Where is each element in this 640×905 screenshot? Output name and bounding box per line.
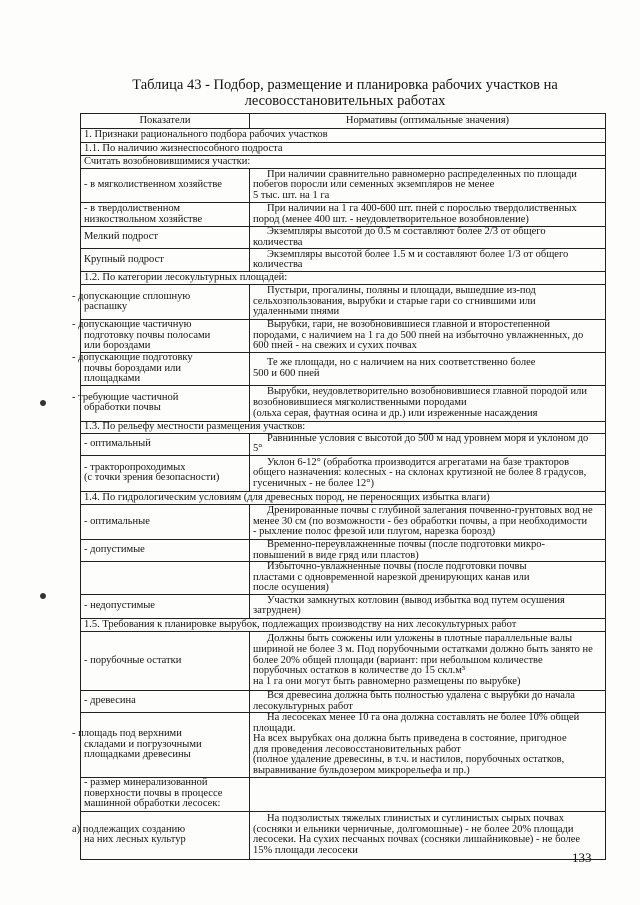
indicator-cell: - древесина xyxy=(81,690,250,712)
indicator-cell: - площадь под верхними складами и погрузочными площадками древесины xyxy=(81,713,250,778)
norm-cell: Вырубки, гари, не возобновившиеся главной и второстепенной породами, с наличием на 1 га до 500 пней на избыточно увлажненных, до 600 пней - на свежих и сухих почвах xyxy=(250,320,606,353)
table-row xyxy=(81,320,606,353)
table-row xyxy=(81,421,606,433)
indicator-cell: - допустимые xyxy=(81,539,250,561)
indicator-cell: Мелкий подрост xyxy=(81,227,250,249)
section-heading-cell: 1.1. По наличию жизнеспособного подроста xyxy=(81,143,606,156)
table-row xyxy=(81,272,606,285)
section-heading-cell: 1.2. По категории лесокультурных площадей: xyxy=(81,272,606,285)
table-row xyxy=(81,352,606,385)
norm-cell: Экземпляры высотой более 1.5 м и составляют более 1/3 от общего количества xyxy=(250,249,606,272)
table-row xyxy=(81,562,606,595)
section-heading-cell: 1. Признаки рационального подбора рабочих участков xyxy=(81,129,606,143)
norm-cell: Те же площади, но с наличием на них соответственно более 500 и 600 пней xyxy=(250,352,606,385)
column-header-norm: Нормативы (оптимальные значения) xyxy=(250,114,606,129)
table-row xyxy=(81,156,606,169)
table-row xyxy=(81,143,606,156)
norm-cell: Равнинные условия с высотой до 500 м над уровнем моря и уклоном до 5° xyxy=(250,433,606,455)
indicator-cell: - тракторопроходимых (с точки зрения безопасности) xyxy=(81,455,250,491)
norm-cell: Пустыри, прогалины, поляны и площади, вышедшие из-под сельхозпользования, вырубки и старые гари со сгнившими или удаленными пнями xyxy=(250,285,606,320)
norm-cell: Должны быть сожжены или уложены в плотные параллельные валы шириной не более 3 м. Под порубочными остатками должно быть занято не более 20% общей площади (вариант: при небольшом количестве порубочных остатков в количестве до 15 скл.м³ на 1 га они могут быть равномерно размещены по вырубке) xyxy=(250,631,606,690)
indicator-cell: - недопустимые xyxy=(81,594,250,618)
indicator-cell: - допускающие сплошную распашку xyxy=(81,285,250,320)
norm-cell xyxy=(250,777,606,811)
table-row xyxy=(81,203,606,227)
table-row xyxy=(81,631,606,690)
table-row xyxy=(81,129,606,143)
norm-cell: Избыточно-увлажненные почвы (после подготовки почвы пластами с одновременной нарезкой дренирующих канав или после осушения) xyxy=(250,562,606,595)
table-row xyxy=(81,285,606,320)
table-row xyxy=(81,385,606,421)
table-row xyxy=(81,690,606,712)
norm-cell: Уклон 6-12° (обработка производится агрегатами на базе тракторов общего назначения: колесных - на склонах крутизной не более 8 градусов, гусеничных - не более 12°) xyxy=(250,455,606,491)
section-heading-cell: Считать возобновившимися участки: xyxy=(81,156,606,169)
indicator-cell: - в твердолиственном низкоствольном хозяйстве xyxy=(81,203,250,227)
table-row xyxy=(81,504,606,539)
indicator-cell: - в мягколиственном хозяйстве xyxy=(81,169,250,203)
punch-hole-mark xyxy=(40,400,46,406)
norm-cell: На лесосеках менее 10 га она должна составлять не более 10% общей площади. На всех вырубках она должна быть приведена в состояние, пригодное для проведения лесовосстановительных работ (полное удаление древесины, в т.ч. и настилов, порубочных остатков, выравнивание бульдозером микрорельефа и пр.) xyxy=(250,713,606,778)
norm-cell: При наличии сравнительно равномерно распределенных по площади побегов поросли или семенных экземпляров не менее 5 тыс. шт. на 1 га xyxy=(250,169,606,203)
norm-cell: Экземпляры высотой до 0.5 м составляют более 2/3 от общего количества xyxy=(250,227,606,249)
norm-cell: Вырубки, неудовлетворительно возобновившиеся главной породой или возобновившиеся мягколиственными породами (ольха серая, фаутная осина и др.) или изреженные насаждения xyxy=(250,385,606,421)
norm-cell: Дренированные почвы с глубиной залегания почвенно-грунтовых вод не менее 30 см (по возможности - без обработки почвы, а при необходимости - рыхление полос фрезой или плугом, нарезка борозд) xyxy=(250,504,606,539)
norm-cell: Временно-переувлажненные почвы (после подготовки микро- повышений в виде гряд или пластов) xyxy=(250,539,606,561)
norm-cell: Участки замкнутых котловин (вывод избытка вод путем осушения затруднен) xyxy=(250,594,606,618)
table-row xyxy=(81,811,606,859)
table-row xyxy=(81,433,606,455)
section-heading-cell: 1.4. По гидрологическим условиям (для древесных пород, не переносящих избытка влаги) xyxy=(81,491,606,504)
indicator-cell: - требующие частичной обработки почвы xyxy=(81,385,250,421)
norm-cell: При наличии на 1 га 400-600 шт. пней с порослью твердолиственных пород (менее 400 шт. - неудовлетворительное возобновление) xyxy=(250,203,606,227)
page-title: Таблица 43 - Подбор, размещение и планировка рабочих участков на лесовосстановительных работах xyxy=(132,77,558,109)
table-header-row xyxy=(81,114,606,129)
indicator-cell: а) подлежащих созданию на них лесных культур xyxy=(81,811,250,859)
table-row xyxy=(81,777,606,811)
table-row xyxy=(81,249,606,272)
indicator-cell xyxy=(81,562,250,595)
norms-table xyxy=(72,113,606,860)
table-row xyxy=(81,455,606,491)
indicator-cell: - допускающие частичную подготовку почвы полосами или бороздами xyxy=(81,320,250,353)
table-row xyxy=(81,713,606,778)
indicator-cell: - допускающие подготовку почвы бороздами или площадками xyxy=(81,352,250,385)
indicator-cell: - оптимальный xyxy=(81,433,250,455)
indicator-cell: - оптимальные xyxy=(81,504,250,539)
indicator-cell: Крупный подрост xyxy=(81,249,250,272)
indicator-cell: - порубочные остатки xyxy=(81,631,250,690)
page-number: 133 xyxy=(572,850,592,865)
table-row xyxy=(81,618,606,631)
norm-cell: Вся древесина должна быть полностью удалена с вырубки до начала лесокультурных работ xyxy=(250,690,606,712)
table-row xyxy=(81,491,606,504)
section-heading-cell: 1.5. Требования к планировке вырубок, подлежащих производству на них лесокультурных работ xyxy=(81,618,606,631)
table-row xyxy=(81,594,606,618)
table-row xyxy=(81,539,606,561)
column-header-indicator: Показатели xyxy=(81,114,250,129)
table-row xyxy=(81,169,606,203)
section-heading-cell: 1.3. По рельефу местности размещения участков: xyxy=(81,421,606,433)
norm-cell: На подзолистых тяжелых глинистых и суглинистых сырых почвах (сосняки и ельники черничные, долгомошные) - не более 20% площади лесосеки. На сухих песчаных почвах (сосняки лишайниковые) - не более 15% площади лесосеки xyxy=(250,811,606,859)
indicator-cell: - размер минерализованной поверхности почвы в процессе машинной обработки лесосек: xyxy=(81,777,250,811)
table-row xyxy=(81,227,606,249)
punch-hole-mark xyxy=(40,593,46,599)
